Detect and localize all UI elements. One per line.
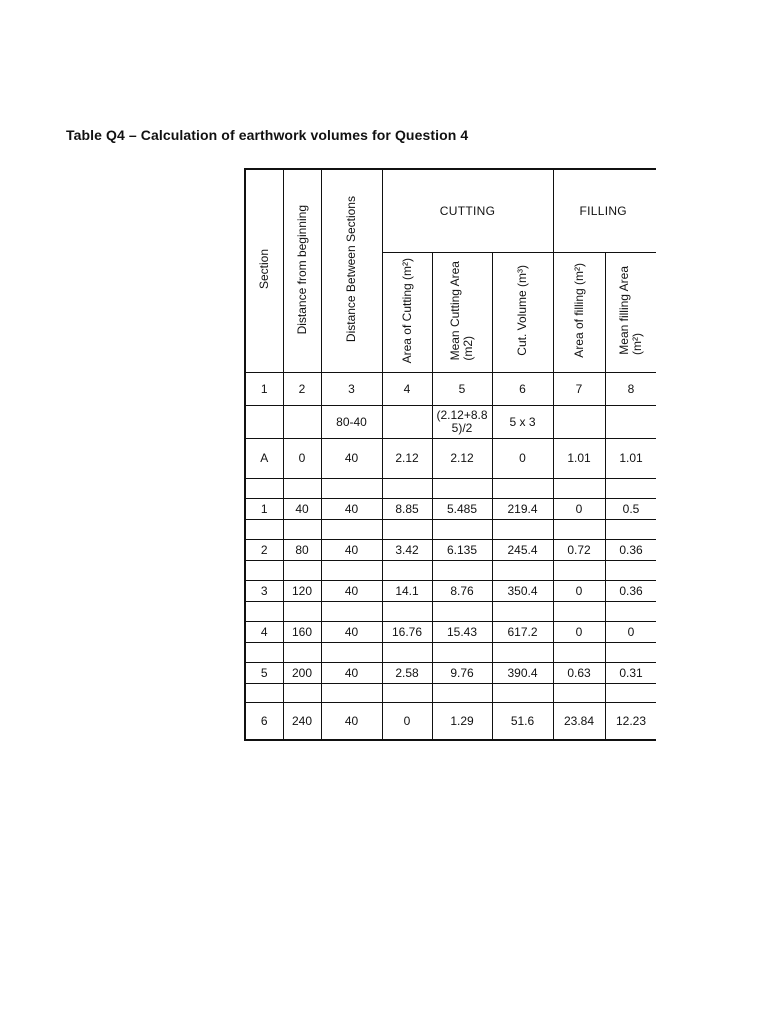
cell-area-cut: 2.12 [382, 438, 432, 478]
cell-dist-between: 40 [321, 539, 382, 560]
cell-area-fill: 0 [553, 498, 605, 519]
cell-area-fill: 0.63 [553, 662, 605, 683]
cell-area-fill: 0 [553, 580, 605, 601]
cell-mean-cut: 9.76 [432, 662, 492, 683]
column-number-row [245, 372, 656, 405]
cell-dist-between: 40 [321, 621, 382, 642]
header-cutting-group: CUTTING [382, 169, 553, 252]
example-cell [553, 405, 605, 438]
column-number: 8 [605, 372, 656, 405]
cell-dist-begin: 240 [283, 702, 321, 740]
header-cut-volume: Cut. Volume (m³) [492, 252, 553, 372]
cell-dist-between: 40 [321, 498, 382, 519]
example-cell: 5 x 3 [492, 405, 553, 438]
table-row [245, 702, 656, 740]
table-row [245, 498, 656, 519]
cell-cut-vol: 51.6 [492, 702, 553, 740]
cell-dist-begin: 120 [283, 580, 321, 601]
cell-cut-vol: 219.4 [492, 498, 553, 519]
column-number: 7 [553, 372, 605, 405]
column-number: 4 [382, 372, 432, 405]
example-formula-cell: (2.12+8.85)/2 [432, 405, 492, 438]
cell-dist-begin: 160 [283, 621, 321, 642]
cell-dist-begin: 200 [283, 662, 321, 683]
header-filling-group: FILLING [553, 169, 656, 252]
cell-section: 3 [245, 580, 283, 601]
cell-section: 5 [245, 662, 283, 683]
header-section: Section [245, 169, 283, 372]
example-cell: 80-40 [321, 405, 382, 438]
example-cell [382, 405, 432, 438]
cell-mean-cut: 5.485 [432, 498, 492, 519]
cell-dist-between: 40 [321, 438, 382, 478]
header-distance-from-beginning: Distance from beginning [283, 169, 321, 372]
cell-area-cut: 3.42 [382, 539, 432, 560]
cell-area-fill: 1.01 [553, 438, 605, 478]
spacer-row [245, 560, 656, 580]
cell-mean-cut: 2.12 [432, 438, 492, 478]
cell-mean-cut: 6.135 [432, 539, 492, 560]
column-number: 6 [492, 372, 553, 405]
cell-dist-begin: 0 [283, 438, 321, 478]
header-mean-cutting-area: Mean Cutting Area(m2) [432, 252, 492, 372]
cell-mean-fill: 0.31 [605, 662, 656, 683]
cell-area-cut: 0 [382, 702, 432, 740]
column-number: 2 [283, 372, 321, 405]
cell-mean-fill: 0 [605, 621, 656, 642]
cell-dist-between: 40 [321, 662, 382, 683]
cell-cut-vol: 350.4 [492, 580, 553, 601]
header-distance-between-sections: Distance Between Sections [321, 169, 382, 372]
table-row [245, 621, 656, 642]
spacer-row [245, 601, 656, 621]
cell-cut-vol: 617.2 [492, 621, 553, 642]
earthwork-table-container [244, 168, 656, 743]
cell-dist-begin: 40 [283, 498, 321, 519]
spacer-row [245, 519, 656, 539]
header-area-of-filling: Area of filling (m²) [553, 252, 605, 372]
cell-dist-between: 40 [321, 702, 382, 740]
table-row [245, 438, 656, 478]
page-title: Table Q4 – Calculation of earthwork volumes for Question 4 [66, 127, 469, 143]
cell-cut-vol: 245.4 [492, 539, 553, 560]
cell-section: 1 [245, 498, 283, 519]
cell-area-fill: 0.72 [553, 539, 605, 560]
table-row [245, 539, 656, 560]
cell-mean-cut: 15.43 [432, 621, 492, 642]
cell-mean-fill: 0.36 [605, 539, 656, 560]
cell-mean-fill: 1.01 [605, 438, 656, 478]
cell-mean-fill: 12.23 [605, 702, 656, 740]
spacer-row [245, 478, 656, 498]
column-number: 5 [432, 372, 492, 405]
cell-area-cut: 2.58 [382, 662, 432, 683]
example-cell [245, 405, 283, 438]
cell-dist-between: 40 [321, 580, 382, 601]
column-number: 1 [245, 372, 283, 405]
spacer-row [245, 642, 656, 662]
cell-area-cut: 8.85 [382, 498, 432, 519]
cell-mean-fill: 0.5 [605, 498, 656, 519]
cell-mean-fill: 0.36 [605, 580, 656, 601]
example-cell [283, 405, 321, 438]
example-cell [605, 405, 656, 438]
cell-area-fill: 23.84 [553, 702, 605, 740]
cell-cut-vol: 390.4 [492, 662, 553, 683]
table-row [245, 662, 656, 683]
cell-section: 2 [245, 539, 283, 560]
cell-section: 4 [245, 621, 283, 642]
earthwork-table [244, 168, 656, 741]
cell-section: 6 [245, 702, 283, 740]
cell-cut-vol: 0 [492, 438, 553, 478]
example-formula-row [245, 405, 656, 438]
cell-area-cut: 16.76 [382, 621, 432, 642]
cell-area-cut: 14.1 [382, 580, 432, 601]
header-row-group [245, 169, 656, 252]
cell-dist-begin: 80 [283, 539, 321, 560]
column-number: 3 [321, 372, 382, 405]
header-area-of-cutting: Area of Cutting (m²) [382, 252, 432, 372]
table-row [245, 580, 656, 601]
cell-mean-cut: 1.29 [432, 702, 492, 740]
header-mean-filling-area: Mean filling Area(m²) [605, 252, 656, 372]
cell-section: A [245, 438, 283, 478]
cell-area-fill: 0 [553, 621, 605, 642]
spacer-row [245, 683, 656, 702]
cell-mean-cut: 8.76 [432, 580, 492, 601]
